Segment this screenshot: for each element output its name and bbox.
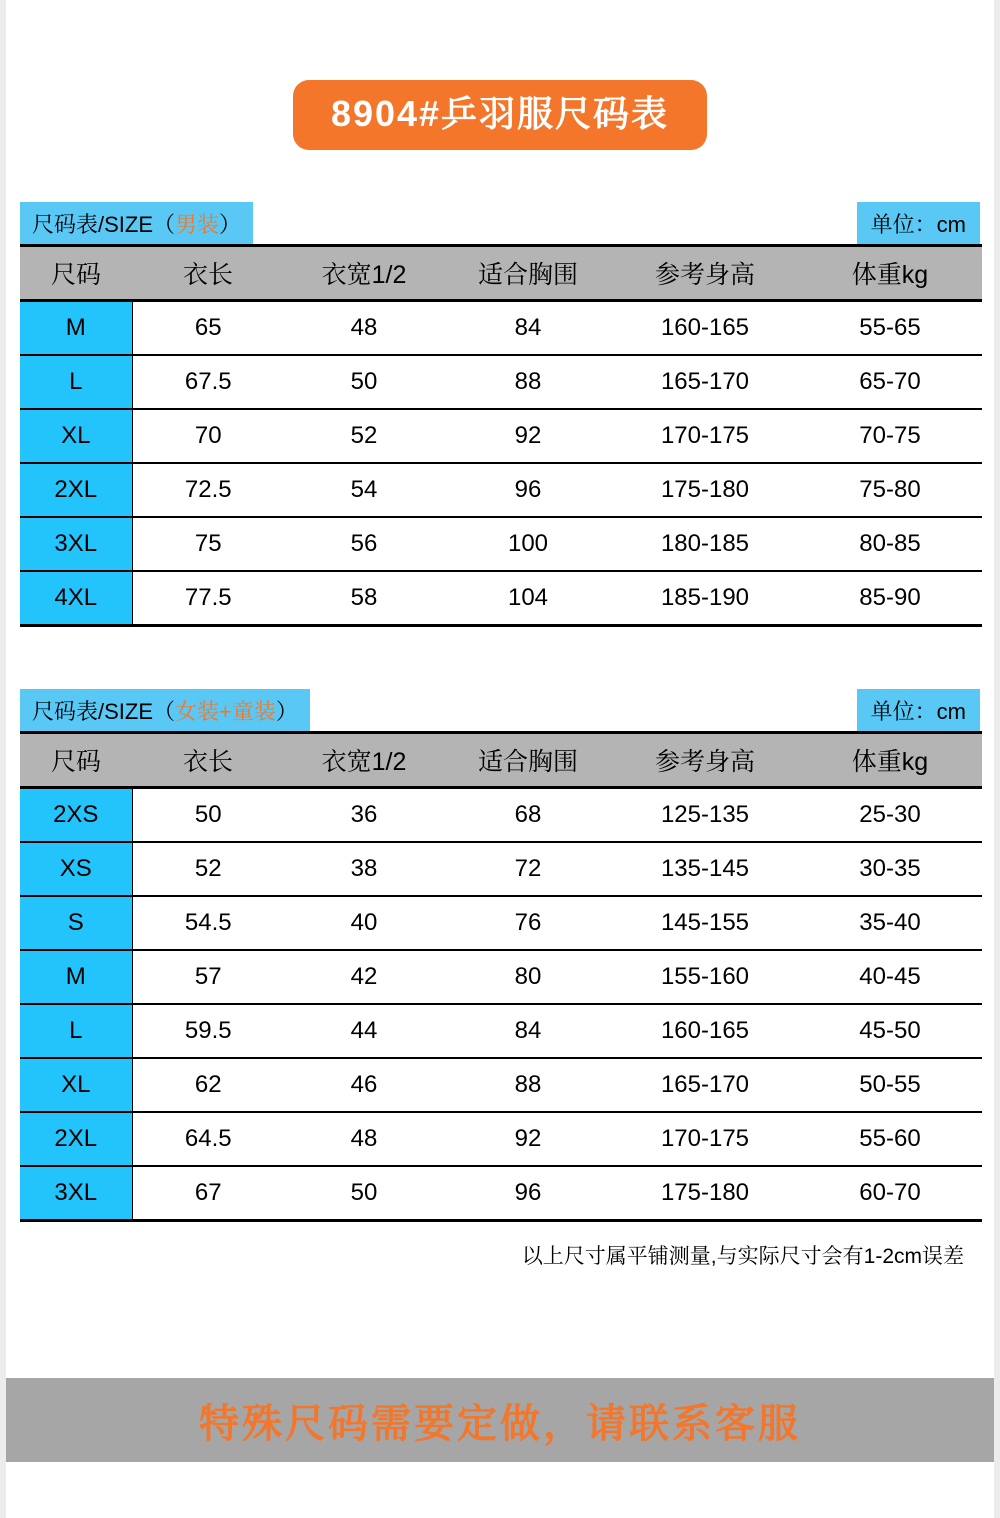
- cell-width: 38: [284, 842, 444, 896]
- cell-bust: 72: [444, 842, 612, 896]
- cell-weight: 30-35: [798, 842, 982, 896]
- cell-weight: 25-30: [798, 788, 982, 843]
- cell-size: 2XL: [20, 1112, 132, 1166]
- cell-weight: 75-80: [798, 463, 982, 517]
- cell-size: M: [20, 950, 132, 1004]
- cell-bust: 96: [444, 1166, 612, 1221]
- caption-prefix: 尺码表/SIZE（: [32, 698, 176, 724]
- table-row: [20, 842, 982, 896]
- table-row: [20, 1112, 982, 1166]
- cell-bust: 92: [444, 409, 612, 463]
- cell-length: 57: [132, 950, 284, 1004]
- cell-size: XL: [20, 409, 132, 463]
- size-table-men: [20, 244, 982, 627]
- cell-bust: 76: [444, 896, 612, 950]
- column-header-width: 衣宽1/2: [284, 733, 444, 788]
- cell-weight: 55-65: [798, 301, 982, 356]
- cell-weight: 70-75: [798, 409, 982, 463]
- cell-width: 48: [284, 1112, 444, 1166]
- cell-height: 165-170: [612, 355, 798, 409]
- table-row: [20, 517, 982, 571]
- cell-weight: 60-70: [798, 1166, 982, 1221]
- cell-size: 3XL: [20, 517, 132, 571]
- cell-bust: 104: [444, 571, 612, 626]
- column-header-bust: 适合胸围: [444, 733, 612, 788]
- table-header-row: [20, 246, 982, 301]
- cell-width: 44: [284, 1004, 444, 1058]
- cell-height: 185-190: [612, 571, 798, 626]
- cell-height: 165-170: [612, 1058, 798, 1112]
- cell-length: 64.5: [132, 1112, 284, 1166]
- cell-weight: 45-50: [798, 1004, 982, 1058]
- cell-size: M: [20, 301, 132, 356]
- table-row: [20, 950, 982, 1004]
- column-header-height: 参考身高: [612, 246, 798, 301]
- column-header-size: 尺码: [20, 733, 132, 788]
- cell-length: 72.5: [132, 463, 284, 517]
- table-row: [20, 788, 982, 843]
- table-row: [20, 463, 982, 517]
- table-row: [20, 1004, 982, 1058]
- table-caption-row-men: [20, 202, 980, 244]
- cell-length: 67: [132, 1166, 284, 1221]
- cell-height: 180-185: [612, 517, 798, 571]
- cell-height: 170-175: [612, 409, 798, 463]
- cell-bust: 80: [444, 950, 612, 1004]
- bottom-strip: [6, 1462, 994, 1518]
- size-table-block-men: [20, 202, 980, 627]
- unit-label-men: 单位：cm: [857, 202, 980, 244]
- cell-width: 46: [284, 1058, 444, 1112]
- cell-size: 2XL: [20, 463, 132, 517]
- cell-bust: 96: [444, 463, 612, 517]
- cell-height: 145-155: [612, 896, 798, 950]
- cell-width: 58: [284, 571, 444, 626]
- cell-size: 4XL: [20, 571, 132, 626]
- cell-bust: 92: [444, 1112, 612, 1166]
- caption-suffix: ）: [219, 211, 242, 237]
- cell-weight: 85-90: [798, 571, 982, 626]
- column-header-length: 衣长: [132, 246, 284, 301]
- cell-width: 50: [284, 355, 444, 409]
- table-row: [20, 301, 982, 356]
- table-row: [20, 355, 982, 409]
- cell-width: 40: [284, 896, 444, 950]
- cell-height: 170-175: [612, 1112, 798, 1166]
- measurement-note: 以上尺寸属平铺测量,与实际尺寸会有1-2cm误差: [521, 1245, 964, 1268]
- column-header-length: 衣长: [132, 733, 284, 788]
- cell-bust: 84: [444, 1004, 612, 1058]
- column-header-weight: 体重kg: [798, 733, 982, 788]
- cell-width: 54: [284, 463, 444, 517]
- cell-bust: 100: [444, 517, 612, 571]
- cell-length: 77.5: [132, 571, 284, 626]
- cell-length: 59.5: [132, 1004, 284, 1058]
- cell-length: 54.5: [132, 896, 284, 950]
- caption-suffix: ）: [275, 698, 298, 724]
- cell-height: 160-165: [612, 1004, 798, 1058]
- cell-bust: 88: [444, 1058, 612, 1112]
- cell-size: S: [20, 896, 132, 950]
- cell-width: 42: [284, 950, 444, 1004]
- cell-bust: 88: [444, 355, 612, 409]
- table-caption-men: [20, 202, 253, 244]
- cell-width: 52: [284, 409, 444, 463]
- page-title: 8904#乒羽服尺码表: [293, 80, 707, 150]
- column-header-weight: 体重kg: [798, 246, 982, 301]
- cell-size: L: [20, 1004, 132, 1058]
- cell-height: 155-160: [612, 950, 798, 1004]
- cell-size: XS: [20, 842, 132, 896]
- column-header-bust: 适合胸围: [444, 246, 612, 301]
- cell-width: 56: [284, 517, 444, 571]
- cell-height: 175-180: [612, 463, 798, 517]
- cell-weight: 80-85: [798, 517, 982, 571]
- column-header-height: 参考身高: [612, 733, 798, 788]
- unit-label-women-kids: 单位：cm: [857, 689, 980, 731]
- cell-length: 62: [132, 1058, 284, 1112]
- table-row: [20, 571, 982, 626]
- footer-text: 特殊尺码需要定做，请联系客服: [199, 1401, 801, 1446]
- cell-size: L: [20, 355, 132, 409]
- cell-width: 48: [284, 301, 444, 356]
- column-header-width: 衣宽1/2: [284, 246, 444, 301]
- table-caption-women-kids: [20, 689, 310, 731]
- cell-length: 75: [132, 517, 284, 571]
- cell-length: 65: [132, 301, 284, 356]
- footer-banner: [6, 1378, 994, 1462]
- table-row: [20, 1166, 982, 1221]
- cell-length: 50: [132, 788, 284, 843]
- cell-length: 67.5: [132, 355, 284, 409]
- caption-highlight: 男装: [175, 211, 220, 237]
- cell-length: 70: [132, 409, 284, 463]
- cell-weight: 55-60: [798, 1112, 982, 1166]
- cell-size: XL: [20, 1058, 132, 1112]
- table-row: [20, 1058, 982, 1112]
- table-row: [20, 896, 982, 950]
- cell-height: 135-145: [612, 842, 798, 896]
- cell-weight: 35-40: [798, 896, 982, 950]
- cell-size: 2XS: [20, 788, 132, 843]
- caption-highlight: 女装+童装: [175, 698, 276, 724]
- cell-width: 36: [284, 788, 444, 843]
- cell-size: 3XL: [20, 1166, 132, 1221]
- size-table-women-kids: [20, 731, 982, 1222]
- title-area: [6, 0, 994, 150]
- cell-height: 125-135: [612, 788, 798, 843]
- cell-bust: 68: [444, 788, 612, 843]
- caption-prefix: 尺码表/SIZE（: [32, 211, 176, 237]
- cell-height: 160-165: [612, 301, 798, 356]
- cell-length: 52: [132, 842, 284, 896]
- table-header-row: [20, 733, 982, 788]
- table-caption-row-women-kids: [20, 689, 980, 731]
- column-header-size: 尺码: [20, 246, 132, 301]
- cell-weight: 40-45: [798, 950, 982, 1004]
- cell-height: 175-180: [612, 1166, 798, 1221]
- cell-width: 50: [284, 1166, 444, 1221]
- cell-bust: 84: [444, 301, 612, 356]
- table-row: [20, 409, 982, 463]
- cell-weight: 65-70: [798, 355, 982, 409]
- size-table-block-women-kids: [20, 689, 980, 1270]
- cell-weight: 50-55: [798, 1058, 982, 1112]
